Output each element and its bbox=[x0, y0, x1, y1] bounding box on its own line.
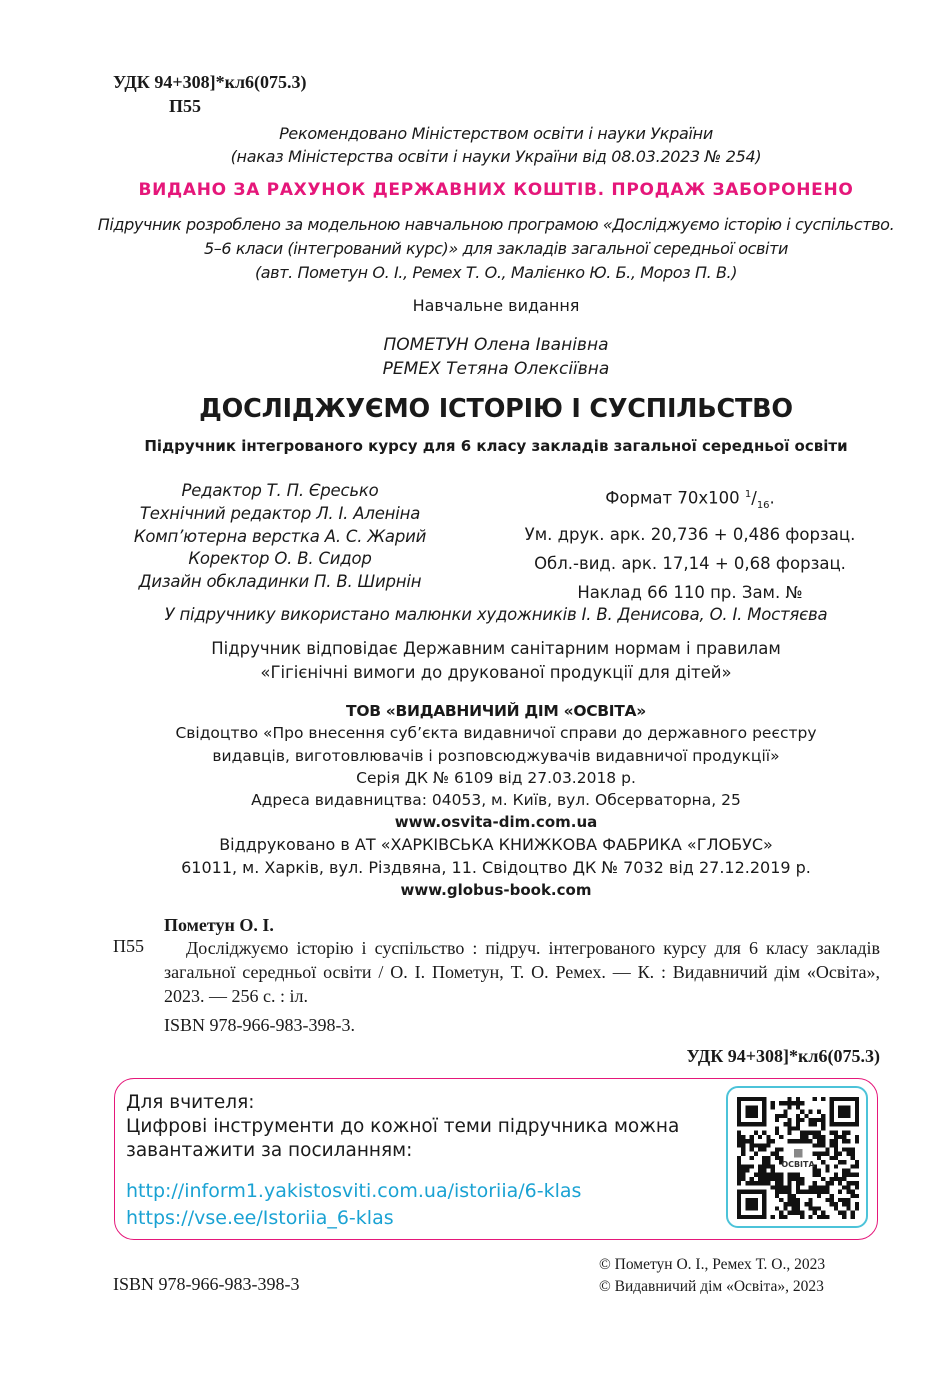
spec-line: Обл.-вид. арк. 17,14 + 0,68 форзац. bbox=[534, 553, 846, 573]
authors-block bbox=[0, 333, 952, 381]
udk-index: П55 bbox=[169, 96, 202, 116]
publisher-line: видавців, виготовлювачів і розповсюджувачів видавничої продукції» bbox=[212, 746, 780, 765]
publisher-block bbox=[0, 700, 952, 834]
bib-description: Досліджуємо історію і суспільство : підруч. інтегрованого курсу для 6 класу закладів загальної середньої освіти / О. І. Пометун, Т. О. Ремех. — К. : Видавничий дім «Освіта», 2023. — 256 с. : іл. bbox=[164, 938, 880, 1006]
publisher-line: Серія ДК № 6109 від 27.03.2018 р. bbox=[356, 768, 636, 787]
edition-type: Навчальне видання bbox=[412, 296, 580, 315]
sanitary-line: Підручник відповідає Державним санітарним нормам і правилам bbox=[211, 639, 781, 658]
teacher-text-line: Цифрові інструменти до кожної теми підручника можна bbox=[126, 1116, 680, 1137]
book-title: ДОСЛІДЖУЄМО ІСТОРІЮ І СУСПІЛЬСТВО bbox=[199, 394, 793, 424]
recommendation-line: Рекомендовано Міністерством освіти і науки України bbox=[279, 124, 713, 143]
printer-block bbox=[0, 833, 952, 902]
copyright-block bbox=[599, 1254, 825, 1298]
state-funds-notice: ВИДАНО ЗА РАХУНОК ДЕРЖАВНИХ КОШТІВ. ПРОДАЖ ЗАБОРОНЕНО bbox=[138, 180, 854, 200]
sanitary-line: «Гігієнічні вимоги до друкованої продукції для дітей» bbox=[260, 663, 732, 682]
isbn-footer: ISBN 978-966-983-398-3 bbox=[113, 1274, 300, 1294]
program-line: Підручник розроблено за модельною навчальною програмою «Досліджуємо історію і суспільство. bbox=[97, 215, 895, 234]
format-line: Формат 70х100 $^1/_{16}$. bbox=[605, 488, 775, 511]
printer-line: Віддруковано в АТ «ХАРКІВСЬКА КНИЖКОВА ФАБРИКА «ГЛОБУС» bbox=[219, 835, 773, 854]
credit-line: Комп’ютерна верстка А. С. Жарий bbox=[133, 526, 427, 546]
editorial-credits bbox=[120, 480, 440, 594]
printer-website-link[interactable]: www.globus-book.com bbox=[400, 881, 592, 899]
bib-code: П55 bbox=[113, 936, 144, 956]
publisher-address: Адреса видавництва: 04053, м. Київ, вул. Обсерваторна, 25 bbox=[251, 791, 741, 810]
sanitary-compliance bbox=[0, 637, 952, 685]
resource-short-link[interactable]: https://vse.ee/Istoriia_6-klas bbox=[126, 1207, 394, 1229]
ministry-recommendation bbox=[0, 122, 952, 168]
bib-isbn: ISBN 978-966-983-398-3. bbox=[164, 1015, 355, 1035]
copyright-line: © Видавничий дім «Освіта», 2023 bbox=[599, 1278, 824, 1295]
recommendation-order-line: (наказ Міністерства освіти і науки України від 08.03.2023 № 254) bbox=[230, 147, 762, 166]
publisher-name: ТОВ «ВИДАВНИЧИЙ ДІМ «ОСВІТА» bbox=[346, 702, 646, 720]
credit-line: Редактор Т. П. Єресько bbox=[181, 481, 379, 500]
udk-code: УДК 94+308]*кл6(075.3) bbox=[113, 72, 307, 92]
qr-logo-icon bbox=[794, 1149, 802, 1157]
print-specs bbox=[500, 480, 880, 607]
author-name: ПОМЕТУН Олена Іванівна bbox=[383, 335, 609, 355]
qr-logo-label: ОСВІТА bbox=[781, 1159, 815, 1169]
spec-line: Наклад 66 110 пр. Зам. № bbox=[577, 582, 803, 602]
udk-header bbox=[113, 70, 307, 118]
book-subtitle: Підручник інтегрованого курсу для 6 класу закладів загальної середньої освіти bbox=[144, 437, 848, 455]
credit-line: Технічний редактор Л. І. Аленіна bbox=[139, 503, 421, 523]
spec-line: Ум. друк. арк. 20,736 + 0,486 форзац. bbox=[524, 524, 856, 544]
credit-line: Коректор О. В. Сидор bbox=[188, 549, 372, 569]
teacher-links bbox=[126, 1178, 581, 1232]
printer-line: 61011, м. Харків, вул. Різдвяна, 11. Свідоцтво ДК № 7032 від 27.12.2019 р. bbox=[181, 858, 811, 877]
teacher-text-line: завантажити за посиланням: bbox=[126, 1140, 413, 1161]
teacher-heading: Для вчителя: bbox=[126, 1092, 255, 1113]
author-name: РЕМЕХ Тетяна Олексіївна bbox=[382, 359, 610, 379]
program-line: 5–6 класи (інтегрований курс)» для закладів загальної середньої освіти bbox=[203, 239, 789, 258]
teacher-box-text bbox=[126, 1091, 679, 1163]
publisher-website-link[interactable]: www.osvita-dim.com.ua bbox=[394, 813, 598, 832]
copyright-line: © Пометун О. І., Ремех Т. О., 2023 bbox=[599, 1256, 826, 1273]
bib-author: Пометун О. І. bbox=[164, 915, 274, 935]
program-info bbox=[0, 213, 952, 285]
resource-link[interactable]: http://inform1.yakistosviti.com.ua/istoriia/6-klas bbox=[126, 1180, 582, 1202]
illustrations-note: У підручнику використано малюнки художників І. В. Денисова, О. І. Мостяєва bbox=[164, 605, 828, 624]
qr-code-icon[interactable] bbox=[737, 1097, 859, 1219]
publisher-line: Свідоцтво «Про внесення суб’єкта видавничої справи до державного реєстру bbox=[175, 724, 817, 743]
credit-line: Дизайн обкладинки П. В. Ширнін bbox=[138, 572, 422, 592]
program-authors-line: (авт. Пометун О. І., Ремех Т. О., Малієнко Ю. Б., Мороз П. В.) bbox=[254, 263, 738, 282]
udk-footer: УДК 94+308]*кл6(075.3) bbox=[686, 1046, 880, 1066]
